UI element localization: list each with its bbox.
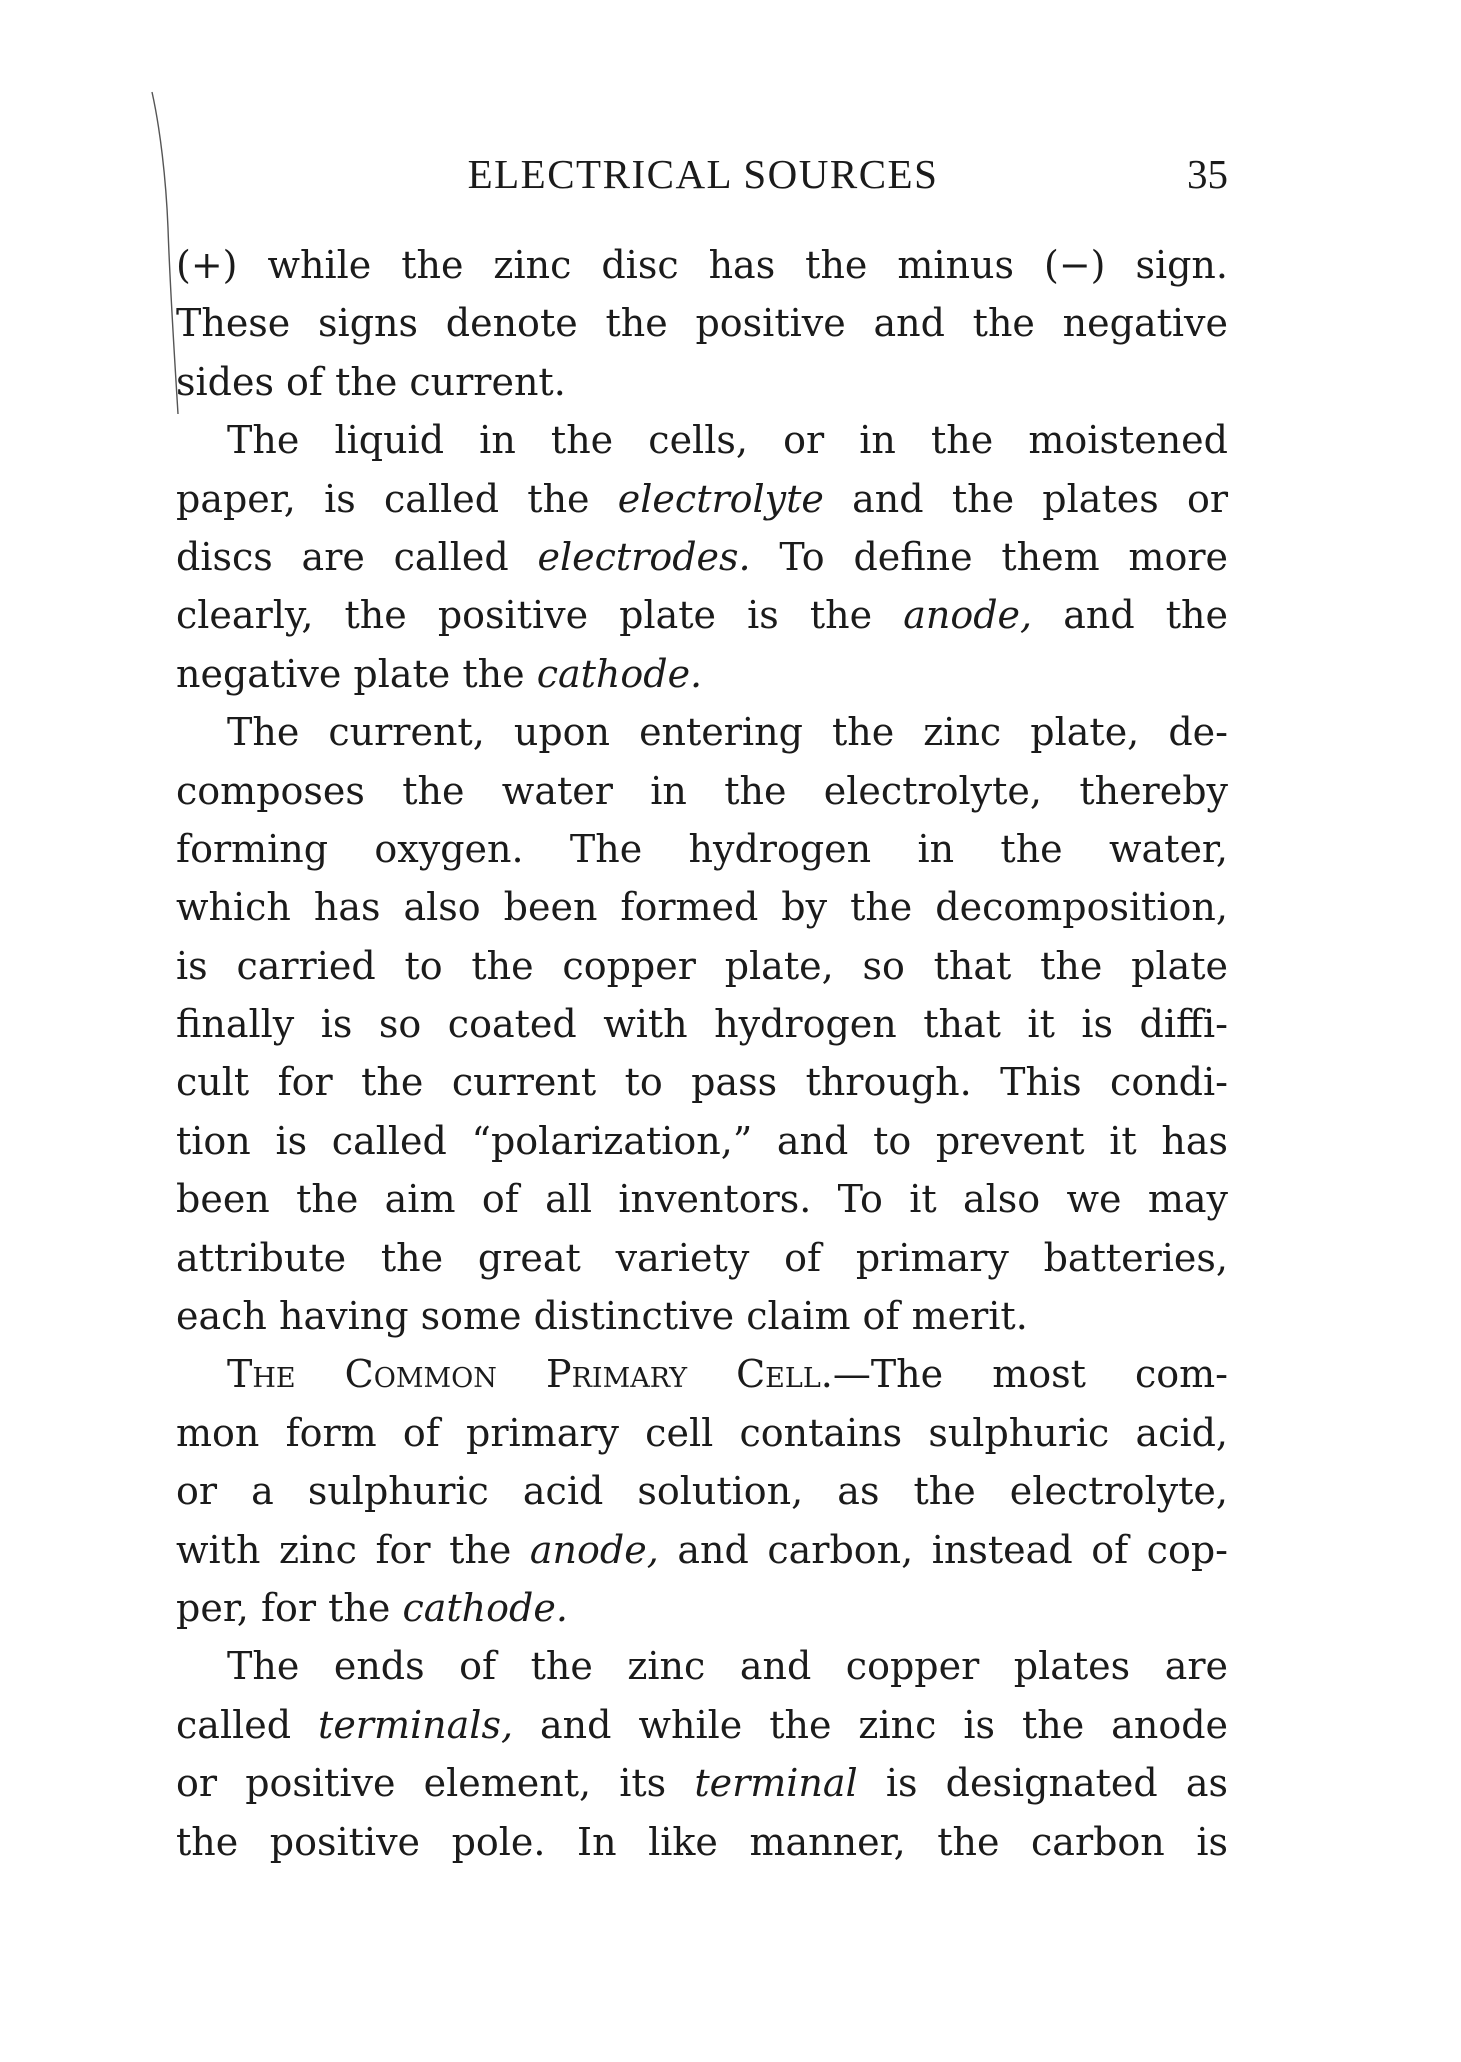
text-span: finally is so coated with hydrogen that it is diffi- xyxy=(176,1002,1228,1047)
text-line xyxy=(176,411,1228,469)
text-span: composes the water in the electrolyte, thereby xyxy=(176,768,1228,813)
body-text xyxy=(176,236,1228,1871)
text-span: forming oxygen. The hydrogen in the water, xyxy=(176,826,1228,871)
text-line xyxy=(176,1579,1228,1637)
paragraph xyxy=(176,1637,1228,1871)
text-span: each having some distinctive claim of merit. xyxy=(176,1294,1028,1339)
italic-term: electrolyte xyxy=(617,476,824,521)
text-line xyxy=(176,1521,1228,1579)
text-span: and carbon, instead of cop- xyxy=(658,1527,1229,1572)
italic-term: cathode. xyxy=(536,651,703,696)
text-line xyxy=(176,1345,1228,1403)
text-span: or a sulphuric acid solution, as the electrolyte, xyxy=(176,1469,1228,1514)
text-span: tion is called “polarization,” and to prevent it has xyxy=(176,1118,1228,1163)
text-line xyxy=(176,470,1228,528)
text-span: been the aim of all inventors. To it also we may xyxy=(176,1177,1228,1222)
text-span: and the plates or xyxy=(823,476,1228,521)
text-span: These signs denote the positive and the negative xyxy=(176,301,1228,346)
text-line xyxy=(176,586,1228,644)
text-line xyxy=(176,878,1228,936)
page-header xyxy=(178,150,1228,210)
text-span: —The most com- xyxy=(832,1352,1228,1397)
text-span: negative plate the xyxy=(176,651,537,696)
italic-term: cathode. xyxy=(402,1585,568,1630)
text-span: mon form of primary cell contains sulphuric acid, xyxy=(176,1410,1228,1455)
text-span: attribute the great variety of primary batteries, xyxy=(176,1235,1228,1280)
text-line xyxy=(176,1462,1228,1520)
text-line xyxy=(176,937,1228,995)
text-line xyxy=(176,236,1228,294)
italic-term: electrodes. xyxy=(537,534,751,579)
paragraph xyxy=(176,703,1228,1345)
text-line xyxy=(176,353,1228,411)
text-span: (+) while the zinc disc has the minus (−) sign. xyxy=(176,243,1228,287)
text-line xyxy=(176,703,1228,761)
italic-term: anode, xyxy=(903,593,1033,638)
text-line xyxy=(176,294,1228,352)
text-line xyxy=(176,1287,1228,1345)
text-line xyxy=(176,1112,1228,1170)
text-span: per, for the xyxy=(176,1585,403,1630)
text-span: clearly, the positive plate is the xyxy=(176,593,904,638)
paragraph xyxy=(176,1345,1228,1637)
text-span: The current, upon entering the zinc plate, de- xyxy=(227,710,1228,755)
text-line xyxy=(176,1696,1228,1754)
text-span: which has also been formed by the decomposition, xyxy=(176,885,1228,930)
text-line xyxy=(176,1170,1228,1228)
text-span: paper, is called the xyxy=(176,476,618,521)
text-span: discs are called xyxy=(176,534,538,579)
text-line xyxy=(176,1229,1228,1287)
page-number: 35 xyxy=(1187,151,1228,197)
text-span: cult for the current to pass through. This condi- xyxy=(176,1060,1228,1105)
text-line xyxy=(176,1754,1228,1812)
text-span: and the xyxy=(1032,593,1228,638)
text-line xyxy=(176,995,1228,1053)
text-line xyxy=(176,1637,1228,1695)
italic-term: terminal xyxy=(694,1761,858,1806)
italic-term: terminals, xyxy=(318,1702,514,1747)
paragraph xyxy=(176,236,1228,411)
paragraph xyxy=(176,411,1228,703)
text-span: called xyxy=(176,1702,319,1747)
text-line xyxy=(176,645,1228,703)
text-line xyxy=(176,1053,1228,1111)
italic-term: anode, xyxy=(529,1527,659,1572)
text-line xyxy=(176,528,1228,586)
text-line xyxy=(176,1404,1228,1462)
text-span: sides of the current. xyxy=(176,359,566,404)
section-heading: The Common Primary Cell. xyxy=(227,1352,833,1397)
text-span: The ends of the zinc and copper plates are xyxy=(227,1644,1228,1689)
text-span: and while the zinc is the anode xyxy=(513,1702,1229,1747)
text-line xyxy=(176,820,1228,878)
text-span: the positive pole. In like manner, the carbon is xyxy=(176,1819,1228,1864)
text-line xyxy=(176,762,1228,820)
text-span: is designated as xyxy=(857,1761,1229,1806)
text-line xyxy=(176,1813,1228,1871)
text-span: with zinc for the xyxy=(176,1527,530,1572)
running-title: ELECTRICAL SOURCES xyxy=(467,151,939,197)
text-span: The liquid in the cells, or in the moistened xyxy=(227,418,1228,463)
text-span: is carried to the copper plate, so that the plate xyxy=(176,943,1228,988)
text-span: To define them more xyxy=(750,534,1228,579)
text-span: or positive element, its xyxy=(176,1761,695,1806)
